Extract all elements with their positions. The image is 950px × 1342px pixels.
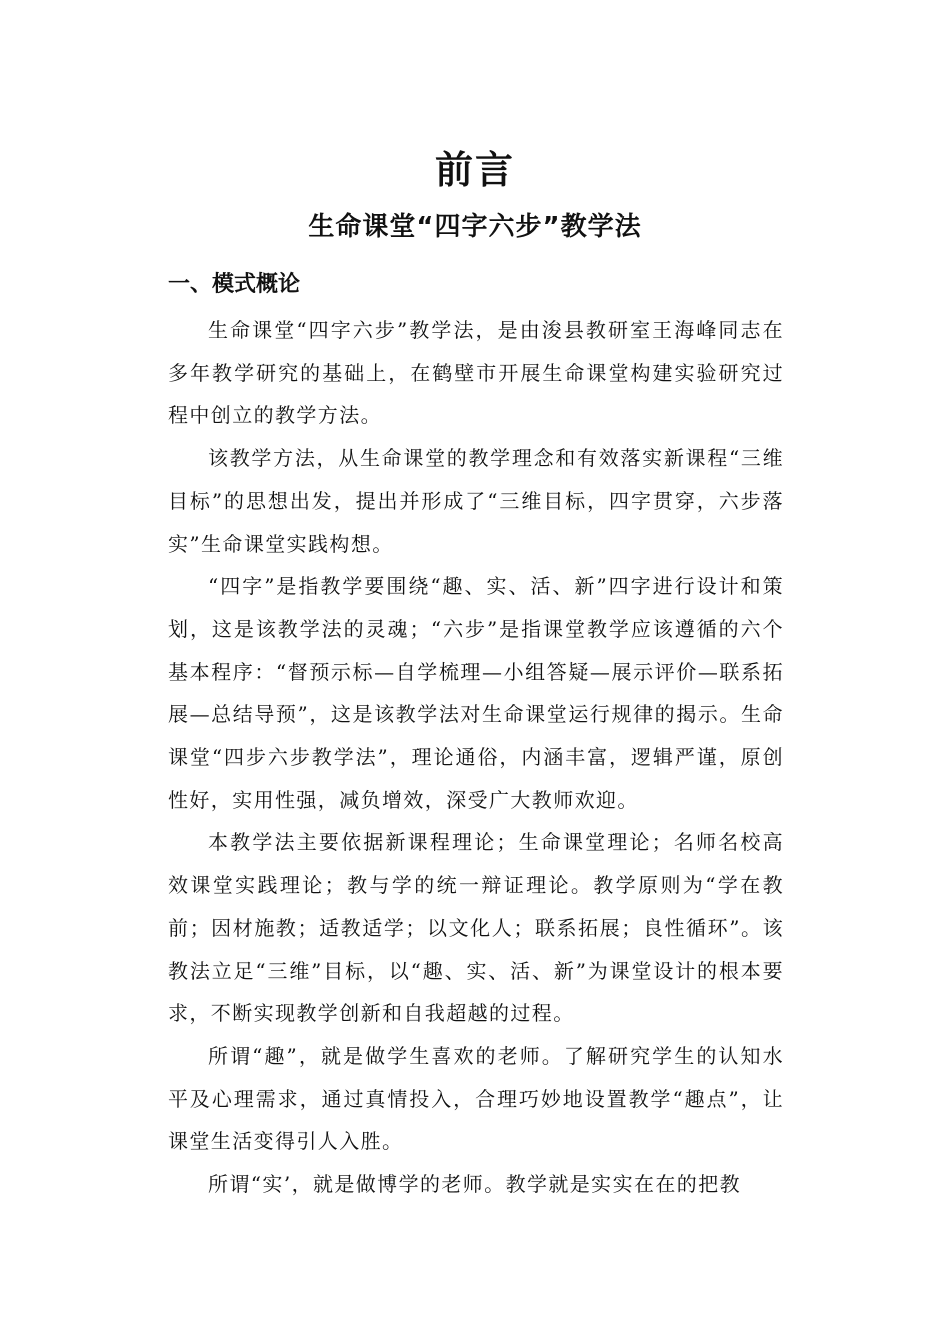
paragraph-theory: 本教学法主要依据新课程理论；生命课堂理论；名师名校高效课堂实践理论；教与学的统一辩证理论。教学原则为“学在教前；因材施教；适教适学；以文化人；联系拓展；良性循环”。该教法立足“三维”目标，以“趣、实、活、新”为课堂设计的根本要求，不断实现教学创新和自我超越的过程。 xyxy=(168,830,784,1026)
paragraph-shi: 所谓“实’，就是做博学的老师。教学就是实实在在的把教 xyxy=(208,1172,741,1197)
paragraph-qu: 所谓“趣”，就是做学生喜欢的老师。了解研究学生的认知水平及心理需求，通过真情投入，合理巧妙地设置教学“趣点”，让课堂生活变得引人入胜。 xyxy=(168,1043,784,1154)
paragraph-four-six: “四字”是指教学要围绕“趣、实、活、新”四字进行设计和策划，这是该教学法的灵魂；“六步”是指课堂教学应该遵循的六个基本程序：“督预示标—自学梳理—小组答疑—展示评价—联系拓展—总结导预”，这是该教学法对生命课堂运行规律的揭示。生命课堂“四步六步教学法”，理论通俗，内涵丰富，逻辑严谨，原创性好，实用性强，减负增效，深受广大教师欢迎。 xyxy=(168,574,784,812)
paragraph-intro: 生命课堂“四字六步”教学法，是由浚县教研室王海峰同志在多年教学研究的基础上，在鹤壁市开展生命课堂构建实验研究过程中创立的教学方法。 xyxy=(168,318,784,428)
section-heading: 一、模式概论 xyxy=(168,272,301,297)
page-title: 前言 xyxy=(434,148,515,192)
body-text xyxy=(168,309,784,1206)
paragraph-concept: 该教学方法，从生命课堂的教学理念和有效落实新课程“三维目标”的思想出发，提出并形成了“三维目标，四字贯穿，六步落实”生命课堂实践构想。 xyxy=(168,446,784,556)
page-subtitle: 生命课堂“四字六步”教学法 xyxy=(308,212,642,242)
